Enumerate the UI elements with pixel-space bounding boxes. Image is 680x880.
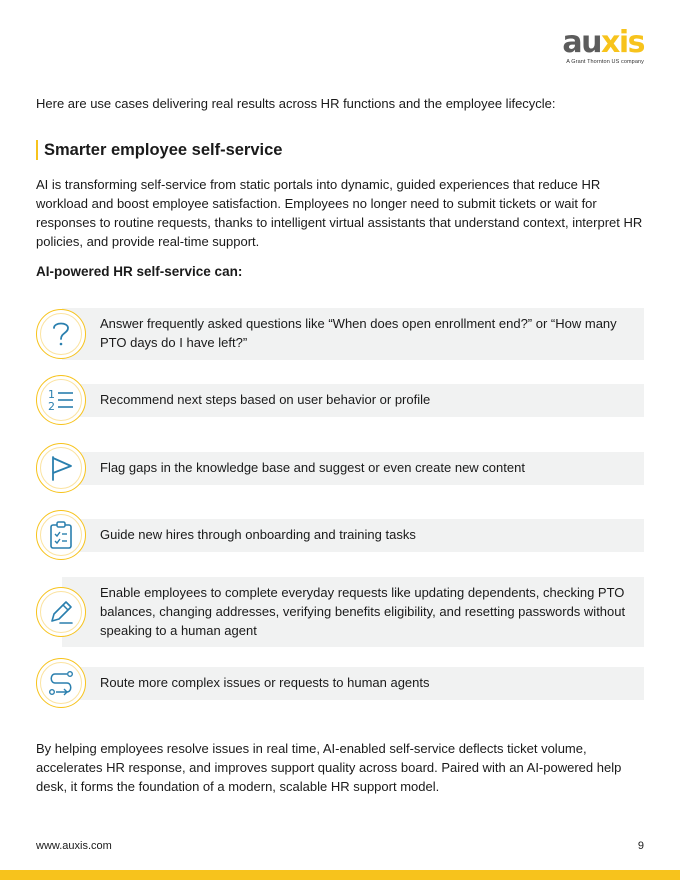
route-icon (36, 658, 86, 708)
footer-url[interactable]: www.auxis.com (36, 840, 112, 852)
list-item (36, 375, 644, 425)
footer-accent-bar (0, 870, 680, 880)
section-paragraph: AI is transforming self-service from static portals into dynamic, guided experiences that reduce HR workload and boost employee satisfaction. Employees no longer need to submit tickets or wait for responses to routine requests, thanks to intelligent virtual assistants that understand context, interpret HR policies, and provide real-time support. (36, 177, 643, 249)
list-item (36, 308, 644, 360)
list-item-text: Flag gaps in the knowledge base and suggest or even create new content (100, 460, 525, 475)
clipboard-checklist-icon (36, 510, 86, 560)
logo-tagline: A Grant Thornton US company (566, 59, 644, 65)
flag-icon (36, 443, 86, 493)
question-icon (36, 309, 86, 359)
list-item-text: Enable employees to complete everyday requests like updating dependents, checking PTO balances, changing addresses, verifying benefits eligibility, and resetting passwords without speaking to a human agent (100, 585, 626, 638)
intro-text: Here are use cases delivering real results across HR functions and the employee lifecycle: (36, 96, 556, 111)
list-item-text: Guide new hires through onboarding and training tasks (100, 527, 416, 542)
list-item (36, 510, 644, 560)
list-item-text: Route more complex issues or requests to human agents (100, 675, 430, 690)
numbered-list-icon (36, 375, 86, 425)
page-number: 9 (637, 840, 644, 852)
section-subheading: AI-powered HR self-service can: (36, 264, 243, 279)
svg-text:2: 2 (48, 400, 55, 413)
section-heading: Smarter employee self-service (36, 140, 282, 160)
pencil-icon (36, 587, 86, 637)
list-item-text: Recommend next steps based on user behavior or profile (100, 392, 431, 407)
list-item (36, 443, 644, 493)
list-item (36, 658, 644, 708)
list-item (36, 577, 644, 647)
svg-text:1: 1 (48, 388, 55, 401)
list-item-text: Answer frequently asked questions like “When does open enrollment end?” or “How many PTO days do I have left?” (100, 316, 617, 350)
auxis-logo (562, 27, 644, 65)
closing-paragraph: By helping employees resolve issues in real time, AI-enabled self-service deflects ticket volume, accelerates HR response, and improves support quality across board. Paired with an AI-powered help desk, it forms the foundation of a modern, scalable HR support model. (36, 741, 622, 794)
logo-wordmark: auxis (562, 25, 644, 60)
